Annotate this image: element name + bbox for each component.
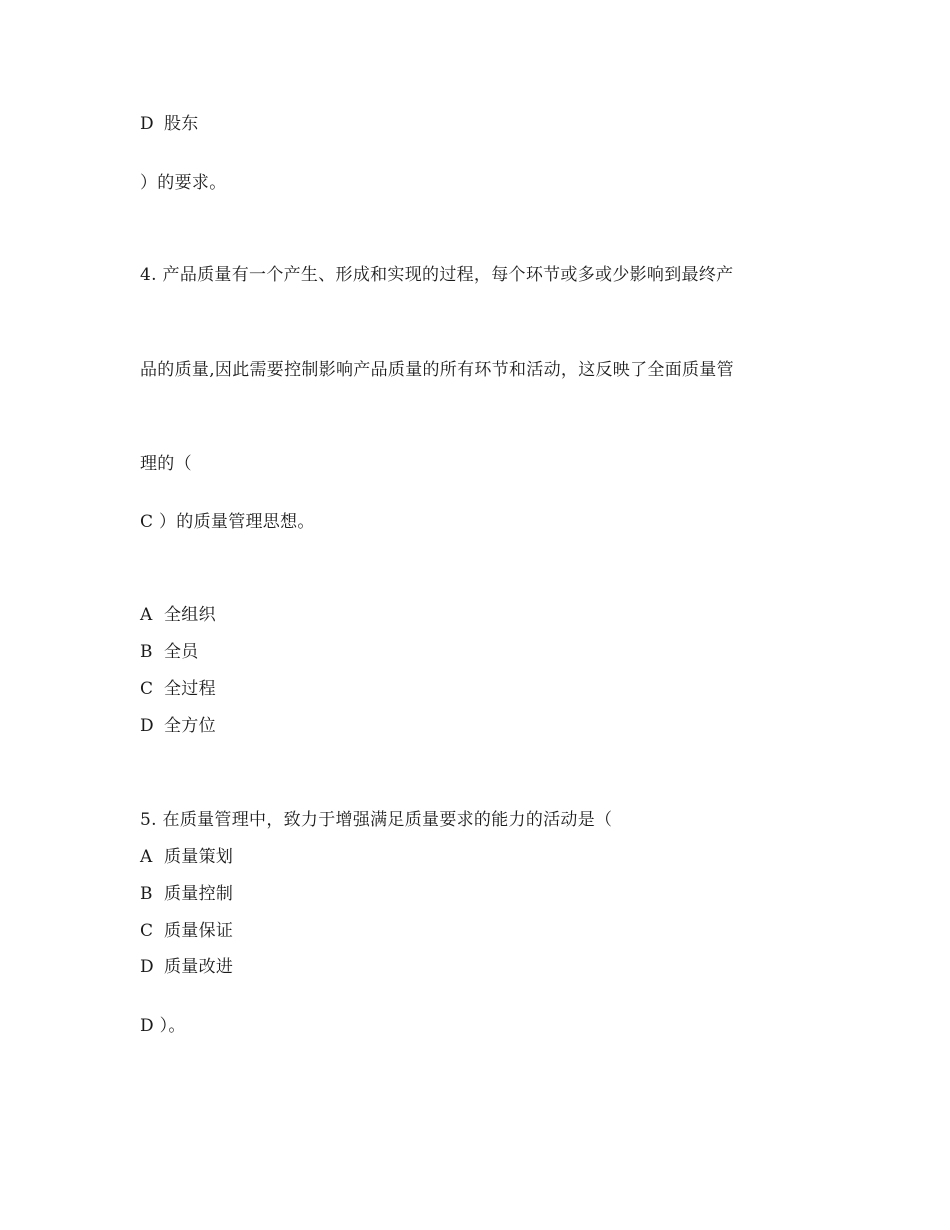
question-4-answer: C ）的质量管理思想。 (140, 512, 315, 532)
option-text: 质量保证 (164, 921, 234, 941)
question-5-option-b (140, 883, 233, 905)
option-text: 全方位 (164, 716, 216, 736)
option-d-shareholder (140, 113, 199, 135)
option-letter: A (140, 605, 153, 625)
question-4-option-c (140, 678, 216, 700)
option-letter: D (140, 716, 154, 736)
option-text: 全组织 (164, 605, 216, 625)
question-4-line-2: 品的质量,因此需要控制影响产品质量的所有环节和活动，这反映了全面质量管 (140, 360, 734, 380)
option-letter: D (140, 957, 154, 977)
option-text: 质量策划 (164, 847, 234, 867)
question-4-option-b (140, 641, 199, 663)
option-letter: B (140, 884, 153, 904)
option-letter: C (140, 921, 154, 941)
question-5-option-a (140, 846, 233, 868)
question-4-line-3: 理的（ (140, 454, 192, 474)
question-5-option-d (140, 956, 233, 978)
option-text: 质量控制 (164, 884, 234, 904)
previous-question-tail: ）的要求。 (140, 173, 227, 193)
question-5-line-1: 5. 在质量管理中，致力于增强满足质量要求的能力的活动是（ (140, 810, 613, 830)
question-5-answer: D ）。 (140, 1016, 186, 1036)
option-text: 全过程 (164, 679, 216, 699)
option-letter: D (140, 114, 154, 134)
option-text: 股东 (164, 114, 199, 134)
option-letter: A (140, 847, 153, 867)
option-letter: C (140, 679, 154, 699)
question-4-option-d (140, 715, 216, 737)
option-text: 全员 (164, 642, 199, 662)
question-4-line-1: 4. 产品质量有一个产生、形成和实现的过程，每个环节或多或少影响到最终产 (140, 265, 734, 285)
option-letter: B (140, 642, 153, 662)
question-4-option-a (140, 604, 216, 626)
question-5-option-c (140, 920, 233, 942)
option-text: 质量改进 (164, 957, 234, 977)
